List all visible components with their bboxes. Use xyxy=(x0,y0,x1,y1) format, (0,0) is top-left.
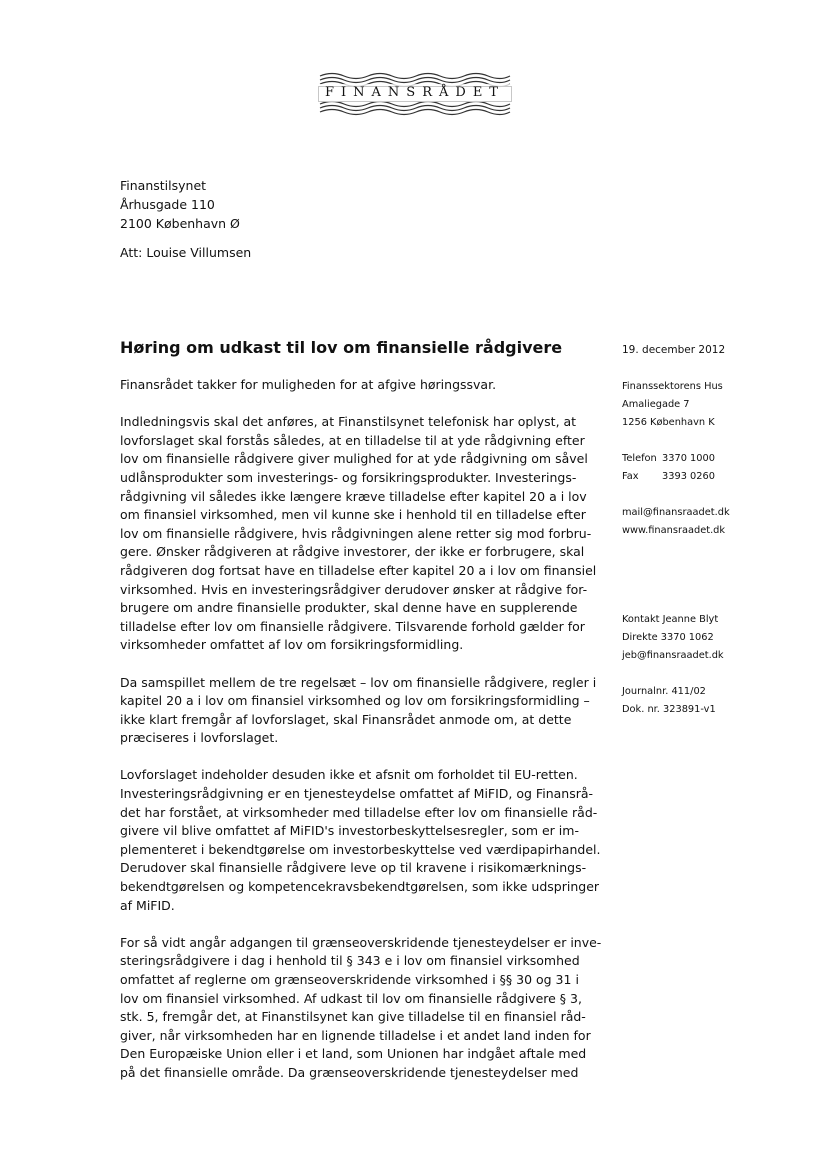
journal-number: Journalnr. 411/02 xyxy=(622,686,706,697)
paragraph: Indledningsvis skal det anføres, at Finanstilsynet telefonisk har oplyst, at lovforslaget skal forstås således, at en tilladelse til at yde rådgivning efter lov om finansielle rådgivere giver mulighed for at yde rådgivning om såvel udlånsprodukter som investerings- og forsikringsprodukter. Investerings- rådgivning vil således ikke længere kræve tilladelse efter kapitel 20 a i lov om finansiel virksomhed, men vil kunne ske i henhold til en tilladelse efter lov om finansielle rådgivere, hvis rådgivningen alene retter sig mod forbru- gere. Ønsker rådgiveren at rådgive investorer, der ikke er forbrugere, skal rådgiveren dog fortsat have en tilladelse efter kapitel 20 a i lov om finansiel virksomhed. Hvis en investeringsrådgiver derudover ønsker at rådgive for- brugere om andre finansielle produkter, skal denne have en supplerende tilladelse efter lov om finansielle rådgivere. Tilsvarende forhold gælder for virksomheder omfattet af lov om forsikringsformidling. xyxy=(120,414,597,653)
paragraph: For så vidt angår adgangen til grænseoverskridende tjenesteydelser er inve- steringsrådgivere i dag i henhold til § 343 e i lov om finansiel virksomhed omfattet af reglerne om grænseoverskridende virksomhed i §§ 30 og 31 i lov om finansiel virksomhed. Af udkast til lov om finansielle rådgivere § 3, stk. 5, fremgår det, at Finanstilsynet kan give tilladelse til en finansiel råd- giver, når virksomheden har en lignende tilladelse i et andet land inden for Den Europæiske Union eller i et land, som Unionen har indgået aftale med på det finansielle område. Da grænseoverskridende tjenesteydelser med xyxy=(120,934,602,1080)
sender-fax: Fax 3393 0260 xyxy=(622,471,715,482)
letter-date: 19. december 2012 xyxy=(622,344,726,356)
recipient-att: Att: Louise Villumsen xyxy=(120,245,252,260)
recipient-address xyxy=(120,176,240,233)
paragraph: Da samspillet mellem de tre regelsæt – lov om finansielle rådgivere, regler i kapitel 20 a i lov om finansiel virksomhed og lov om forsikringsformidling – ikke klart fremgår af lovforslaget, skal Finansrådet anmode om, at dette præciseres i lovforslaget. xyxy=(120,674,597,746)
contact-email[interactable]: jeb@finansraadet.dk xyxy=(622,650,724,661)
letter-title: Høring om udkast til lov om finansielle rådgivere xyxy=(120,338,563,357)
recipient-street: Århusgade 110 xyxy=(120,197,215,212)
sender-street: Amaliegade 7 xyxy=(622,399,690,410)
document-number: Dok. nr. 323891-v1 xyxy=(622,704,716,715)
letter-body xyxy=(120,376,602,1101)
sender-phone: Telefon 3370 1000 xyxy=(622,453,715,464)
recipient-name: Finanstilsynet xyxy=(120,178,207,193)
recipient-city: 2100 København Ø xyxy=(120,216,240,231)
contact-name: Kontakt Jeanne Blyt xyxy=(622,614,719,625)
paragraph: Finansrådet takker for muligheden for at afgive høringssvar. xyxy=(120,377,497,392)
contact-direct: Direkte 3370 1062 xyxy=(622,632,714,643)
contact-block xyxy=(622,611,724,719)
sender-city: 1256 København K xyxy=(622,417,715,428)
sender-web[interactable]: www.finansraadet.dk xyxy=(622,525,726,536)
finansraadet-logo xyxy=(318,70,512,118)
sender-email[interactable]: mail@finansraadet.dk xyxy=(622,507,730,518)
sender-block xyxy=(622,378,730,540)
sender-org: Finanssektorens Hus xyxy=(622,381,723,392)
paragraph: Lovforslaget indeholder desuden ikke et afsnit om forholdet til EU-retten. Investeringsrådgivning er en tjenesteydelse omfattet af MiFID, og Finansrå- det har forstået, at virksomheder med tilladelse efter lov om finansielle råd- givere vil blive omfattet af MiFID's investorbeskyttelsesregler, som er im- plementeret i bekendtgørelse om investorbeskyttelse ved værdipapirhandel. Derudover skal finansielle rådgivere leve op til kravene i risikomærknings- bekendtgørelsen og kompetencekravsbekendtgørelsen, som ikke udspringer af MiFID. xyxy=(120,767,601,913)
logo-text: FINANSRÅDET xyxy=(318,84,512,102)
